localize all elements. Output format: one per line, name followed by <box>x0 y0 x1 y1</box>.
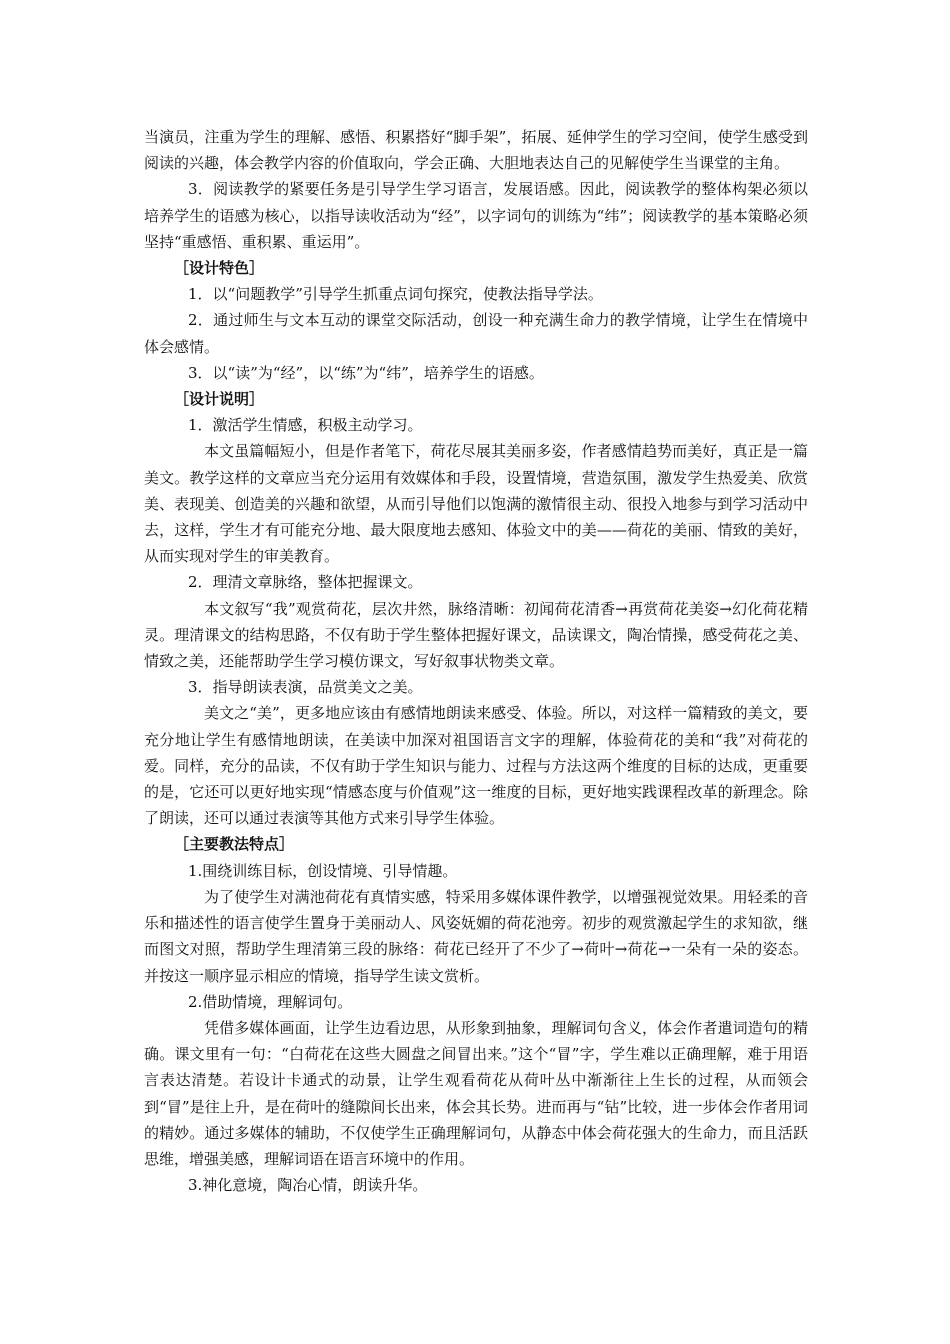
paragraph: 3．以“读”为“经”，以“练”为“纬”，培养学生的语感。 <box>188 363 544 382</box>
section-heading-design-features: ［设计特色］ <box>174 259 265 278</box>
paragraph: 3．指导朗读表演，品赏美文之美。 <box>188 678 423 697</box>
paragraph: 为了使学生对满池荷花有真情实感，特采用多媒体课件教学，以增强视觉效果。用轻柔的音乐和描述性的语言使学生置身于美丽动人、风姿妩媚的荷花池旁。初步的观赏激起学生的求知欲，继而图文对照，帮助学生理清第三段的脉络：荷花已经开了不少了→荷叶→荷花→一朵有一朵的姿态。并按这一顺序显示相应的情境，指导学生读文赏析。 <box>144 887 808 985</box>
paragraph: 1．激活学生情感，积极主动学习。 <box>188 416 423 435</box>
paragraph: 凭借多媒体画面，让学生边看边思，从形象到抽象，理解词句含义，体会作者遣词造句的精确。课文里有一句：“白荷花在这些大圆盘之间冒出来。”这个“冒”字，学生难以正确理解，难于用语言表达清楚。若设计卡通式的动景，让学生观看荷花从荷叶丛中渐渐往上生长的过程，从而领会到“冒”是往上升，是在荷叶的缝隙间长出来，体会其长势。进而再与“钻”比较，进一步体会作者用词的精妙。通过多媒体的辅助，不仅使学生正确理解词句，从静态中体会荷花强大的生命力，而且活跃思维，增强美感，理解词语在语言环境中的作用。 <box>144 1018 808 1168</box>
paragraph: 3．阅读教学的紧要任务是引导学生学习语言，发展语感。因此，阅读教学的整体构架必须以培养学生的语感为核心，以指导读收活动为“经”，以字词句的训练为“纬”；阅读教学的基本策略必须坚持“重感悟、重积累、重运用”。 <box>144 180 808 251</box>
paragraph: 3.神化意境，陶冶心情，朗读升华。 <box>188 1176 428 1195</box>
paragraph: 1.围绕训练目标，创设情境、引导情趣。 <box>188 861 458 880</box>
section-heading-teaching-methods: ［主要教法特点］ <box>174 835 295 854</box>
paragraph: 美文之“美”，更多地应该由有感情地朗读来感受、体验。所以，对这样一篇精致的美文，要充分地让学生有感情地朗读，在美读中加深对祖国语言文字的理解，体验荷花的美和“我”对荷花的爱。同样，充分的品读，不仅有助于学生知识与能力、过程与方法这两个维度的目标的达成，更重要的是，它还可以更好地实现“情感态度与价值观”这一维度的目标，更好地实践课程改革的新理念。除了朗读，还可以通过表演等其他方式来引导学生体验。 <box>144 704 808 828</box>
paragraph: 2．理清文章脉络，整体把握课文。 <box>188 573 423 592</box>
paragraph: 本文虽篇幅短小，但是作者笔下，荷花尽展其美丽多姿，作者感情趋势而美好，真正是一篇美文。教学这样的文章应当充分运用有效媒体和手段，设置情境，营造氛围，激发学生热爱美、欣赏美、表现美、创造美的兴趣和欲望，从而引导他们以饱满的激情很主动、很投入地参与到学习活动中去，这样，学生才有可能充分地、最大限度地去感知、体验文中的美——荷花的美丽、情致的美好，从而实现对学生的审美教育。 <box>144 442 808 566</box>
paragraph: 1．以“问题教学”引导学生抓重点词句探究，使教法指导学法。 <box>188 285 603 304</box>
paragraph: 本文叙写“我”观赏荷花，层次井然，脉络清晰：初闻荷花清香→再赏荷花美姿→幻化荷花精灵。理清课文的结构思路，不仅有助于学生整体把握好课文，品读课文，陶冶情操，感受荷花之美、情致之美，还能帮助学生学习模仿课文，写好叙事状物类文章。 <box>144 599 808 671</box>
section-heading-design-notes: ［设计说明］ <box>174 390 265 409</box>
paragraph: 2．通过师生与文本互动的课堂交际活动，创设一种充满生命力的教学情境，让学生在情境中体会感情。 <box>144 311 808 356</box>
paragraph: 当演员，注重为学生的理解、感悟、积累搭好“脚手架”，拓展、延伸学生的学习空间，使学生感受到阅读的兴趣，体会教学内容的价值取向，学会正确、大胆地表达自己的见解使学生当课堂的主角。 <box>144 128 808 173</box>
document-page <box>144 124 808 1198</box>
paragraph: 2.借助情境，理解词句。 <box>188 992 353 1011</box>
